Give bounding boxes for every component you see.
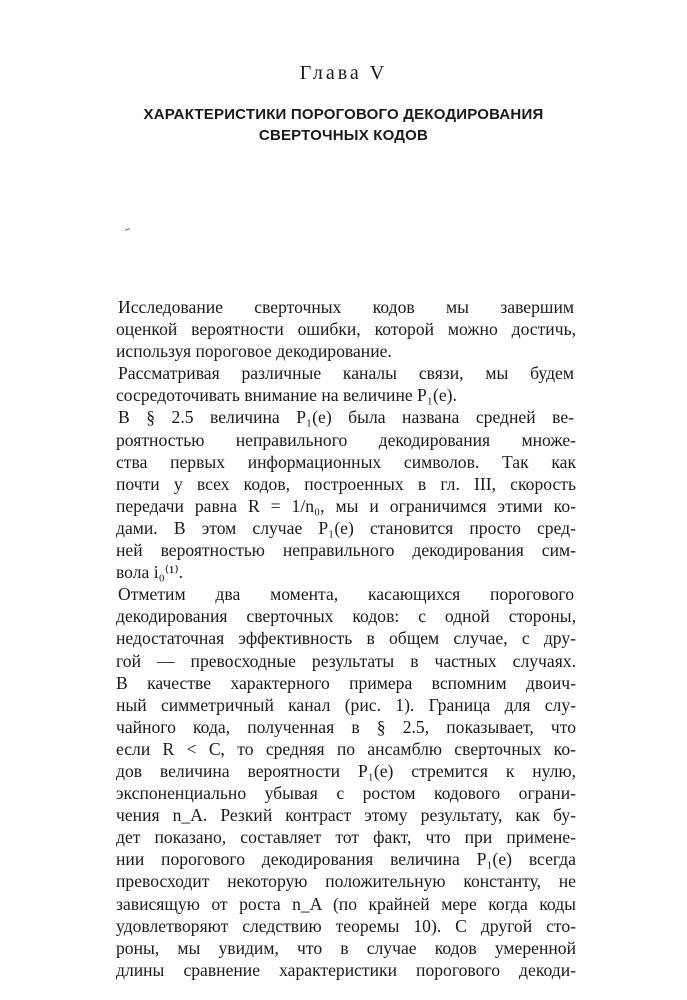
text-line: экспоненциально убывая с ростом кодового ограни-	[116, 783, 576, 804]
text-line: чения n_A. Резкий контраст этому результату, как бу-	[116, 805, 576, 826]
print-speck	[125, 228, 130, 231]
text-line: сосредоточивать внимание на величине P₁(e).	[116, 385, 457, 406]
text-line: оценкой вероятности ошибки, которой можно достичь,	[116, 319, 576, 340]
text-line: удовлетворяют следствию теоремы 10). С другой сто-	[116, 915, 576, 936]
text-line: роны, мы увидим, что в случае кодов умеренной	[116, 937, 576, 958]
text-line: ства первых информационных символов. Так как	[116, 451, 576, 472]
chapter-title-line-2: СВЕРТОЧНЫХ КОДОВ	[258, 127, 429, 144]
text-line: ный симметричный канал (рис. 1). Граница для слу-	[116, 694, 576, 715]
text-line: недостаточная эффективность в общем случае, с дру-	[116, 628, 576, 649]
chapter-title	[0, 104, 687, 146]
text-line: длины сравнение характеристики порогового декоди-	[116, 959, 576, 980]
text-line: Рассматривая различные каналы связи, мы будем	[118, 363, 574, 384]
text-line: зависящую от роста n_A (по крайней мере когда коды	[116, 893, 576, 914]
text-line: дет показано, составляет тот факт, что при примене-	[116, 827, 576, 848]
text-line: передачи равна R = 1/n₀, мы и ограничимся этими ко-	[116, 495, 576, 516]
text-line: роятностью неправильного декодирования множе-	[116, 429, 576, 450]
text-line: гой — превосходные результаты в частных случаях.	[116, 650, 576, 671]
text-line: дами. В этом случае P₁(e) становится просто сред-	[116, 517, 576, 538]
text-line: Отметим два момента, касающихся порогового	[118, 584, 574, 605]
text-line: превосходит некоторую положительную константу, не	[116, 871, 576, 892]
text-line: почти у всех кодов, построенных в гл. III, скорость	[116, 473, 576, 494]
text-line: чайного кода, полученная в § 2.5, показывает, что	[116, 716, 576, 737]
text-line: В качестве характерного примера вспомним двоич-	[116, 672, 576, 693]
chapter-heading: Глава V	[299, 62, 388, 84]
text-line: если R < C, то средняя по ансамблю сверточных ко-	[116, 738, 576, 759]
text-line: Исследование сверточных кодов мы завершим	[118, 297, 574, 317]
chapter-title-line-1: ХАРАКТЕРИСТИКИ ПОРОГОВОГО ДЕКОДИРОВАНИЯ	[143, 106, 544, 123]
text-line: декодирования сверточных кодов: с одной стороны,	[116, 606, 576, 627]
text-line: дов величина вероятности P₁(e) стремится к нулю,	[116, 760, 576, 781]
text-line: используя пороговое декодирование.	[116, 341, 392, 362]
text-line: ней вероятностью неправильного декодирования сим-	[116, 540, 576, 561]
body-text	[118, 296, 574, 981]
text-line: В § 2.5 величина P₁(e) была названа средней ве-	[118, 407, 574, 428]
text-line: вола i₀⁽¹⁾.	[116, 562, 184, 583]
text-line: нии порогового декодирования величина P₁(e) всегда	[116, 849, 576, 870]
